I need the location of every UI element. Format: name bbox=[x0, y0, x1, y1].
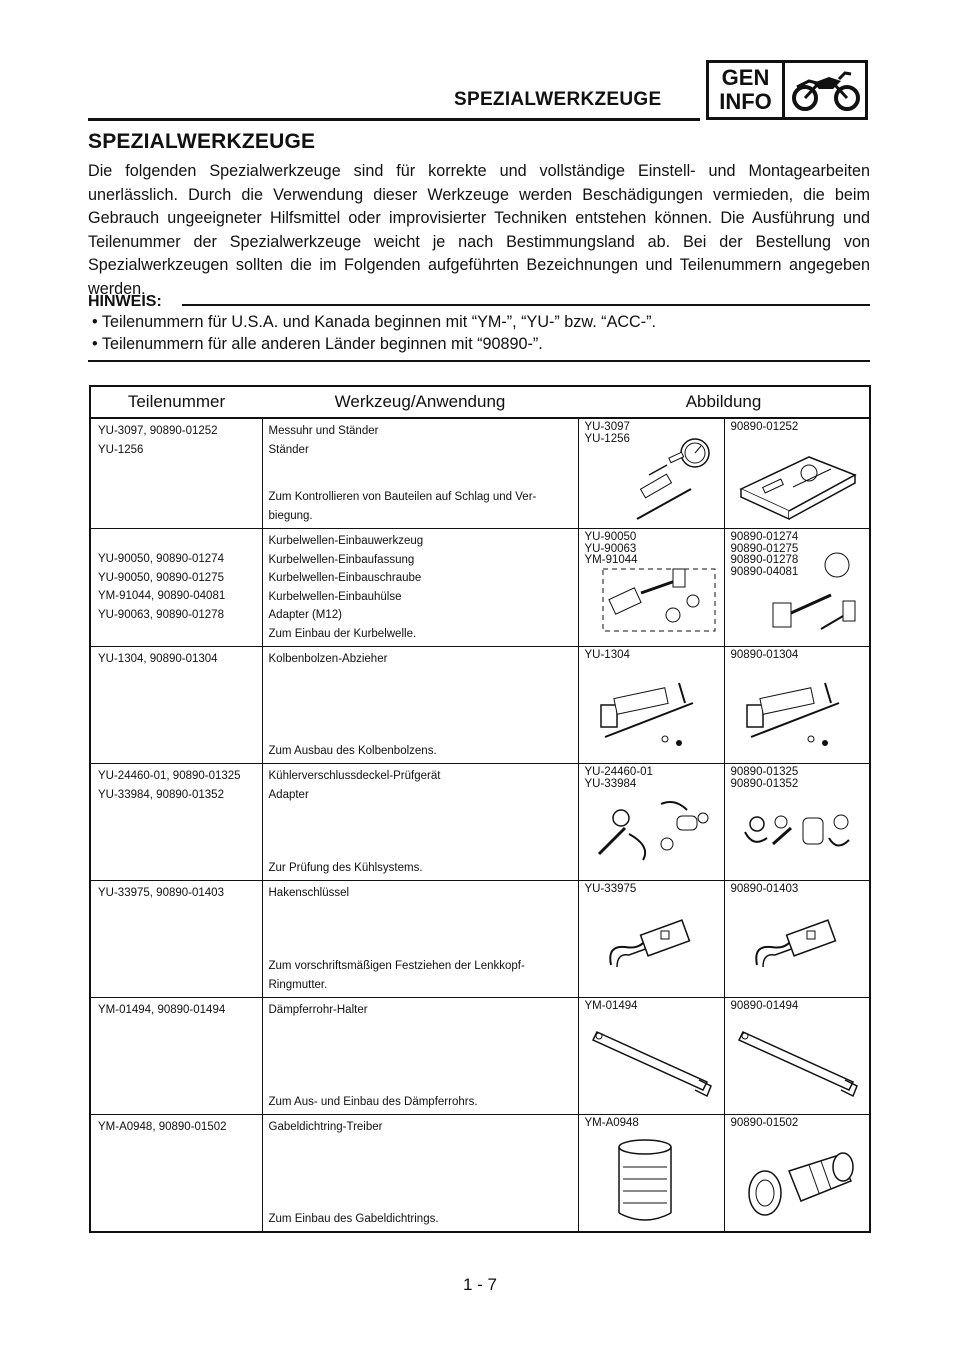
illustration-cell-us bbox=[578, 1115, 724, 1233]
tool-cell bbox=[262, 1115, 578, 1233]
note-title: HINWEIS: bbox=[88, 293, 162, 310]
part-number: YU-33984, 90890-01352 bbox=[98, 788, 224, 801]
illustration-label: 90890-01325 90890-01352 bbox=[730, 766, 799, 790]
illustration-cell-intl bbox=[724, 647, 870, 764]
col-header-illustration: Abbildung bbox=[578, 386, 870, 418]
tool-name: Ständer bbox=[268, 443, 309, 456]
illustration-cell-intl bbox=[724, 418, 870, 529]
tool-cell bbox=[262, 881, 578, 998]
tool-usage: Zum Einbau des Gabeldichtrings. bbox=[268, 1212, 439, 1225]
badge-line-1: GEN bbox=[721, 65, 770, 90]
note-box bbox=[88, 293, 870, 355]
hook-wrench-illustration bbox=[607, 917, 691, 973]
tool-case-illustration bbox=[735, 441, 861, 521]
table-row bbox=[90, 1115, 870, 1233]
gen-info-badge bbox=[706, 60, 868, 120]
illustration-label: 90890-01403 bbox=[730, 883, 799, 895]
illustration-cell-us bbox=[578, 529, 724, 647]
illustration-label: YU-33975 bbox=[584, 883, 637, 895]
tool-cell bbox=[262, 418, 578, 529]
radiator-cap-tester-illustration bbox=[591, 798, 715, 870]
piston-pin-puller-illustration bbox=[595, 677, 707, 753]
tool-name: Kurbelwellen-Einbauwerkzeug bbox=[268, 535, 424, 547]
illustration-label: 90890-01494 bbox=[730, 1000, 799, 1012]
fork-seal-driver-illustration bbox=[739, 1141, 859, 1221]
illustration-label: YU-1304 bbox=[584, 649, 630, 661]
dial-gauge-illustration bbox=[629, 437, 721, 527]
part-number: YU-1304, 90890-01304 bbox=[98, 653, 218, 665]
illustration-cell-intl bbox=[724, 998, 870, 1115]
tool-cell bbox=[262, 998, 578, 1115]
part-number-cell bbox=[90, 764, 262, 881]
tool-usage: Zum Kontrollieren von Bauteilen auf Schlag und Ver- bbox=[268, 491, 537, 503]
illustration-label: YU-3097 YU-1256 bbox=[584, 421, 630, 445]
part-number: YU-1256 bbox=[98, 443, 144, 456]
page-number: 1 - 7 bbox=[462, 1275, 498, 1294]
tool-usage: biegung. bbox=[268, 509, 313, 522]
special-tools-table bbox=[89, 385, 871, 1233]
tool-usage: Ringmutter. bbox=[268, 978, 328, 991]
note-title-rule bbox=[182, 304, 870, 306]
tool-name: Kurbelwellen-Einbauschraube bbox=[268, 572, 422, 584]
table-row bbox=[90, 418, 870, 529]
part-number-cell bbox=[90, 647, 262, 764]
badge-label bbox=[709, 63, 785, 117]
page-header bbox=[88, 56, 870, 122]
table-row bbox=[90, 764, 870, 881]
illustration-cell-intl bbox=[724, 529, 870, 647]
part-number-cell bbox=[90, 1115, 262, 1233]
page-title: SPEZIALWERKZEUGE bbox=[88, 130, 316, 153]
part-number: YU-90063, 90890-01278 bbox=[98, 608, 224, 621]
tool-name: Dämpferrohr-Halter bbox=[268, 1004, 368, 1016]
tool-cell bbox=[262, 764, 578, 881]
damper-rod-holder-illustration bbox=[737, 1024, 861, 1102]
illustration-label: 90890-01252 bbox=[730, 421, 799, 433]
illustration-cell-intl bbox=[724, 881, 870, 998]
illustration-cell-us bbox=[578, 647, 724, 764]
note-bottom-rule bbox=[88, 360, 870, 362]
illustration-cell-us bbox=[578, 998, 724, 1115]
tool-usage: Zum vorschriftsmäßigen Festziehen der Lenkkopf- bbox=[268, 960, 525, 972]
part-number-cell bbox=[90, 998, 262, 1115]
radiator-cap-tester-illustration bbox=[737, 798, 861, 870]
tool-name: Gabeldichtring-Treiber bbox=[268, 1121, 383, 1133]
motorcycle-icon bbox=[789, 65, 863, 115]
part-number: YU-3097, 90890-01252 bbox=[98, 425, 218, 437]
table-row bbox=[90, 998, 870, 1115]
illustration-label: YM-01494 bbox=[584, 1000, 638, 1012]
tool-name: Kühlerverschlussdeckel-Prüfgerät bbox=[268, 770, 441, 782]
header-rule bbox=[88, 118, 700, 121]
tool-usage: Zum Einbau der Kurbelwelle. bbox=[268, 627, 417, 640]
hook-wrench-illustration bbox=[753, 917, 837, 973]
illustration-label: YU-24460-01 YU-33984 bbox=[584, 766, 653, 790]
fork-seal-driver-illustration bbox=[613, 1137, 677, 1223]
table-row bbox=[90, 647, 870, 764]
tool-name: Kurbelwellen-Einbauhülse bbox=[268, 590, 402, 603]
part-number-cell bbox=[90, 881, 262, 998]
crankshaft-installer-illustration bbox=[765, 551, 865, 635]
tool-name: Adapter (M12) bbox=[268, 609, 343, 621]
damper-rod-holder-illustration bbox=[591, 1024, 715, 1102]
tool-name: Kolbenbolzen-Abzieher bbox=[268, 653, 388, 665]
illustration-label: 90890-01304 bbox=[730, 649, 799, 661]
crankshaft-installer-illustration bbox=[601, 567, 719, 635]
illustration-label: YU-90050 YU-90063 YM-91044 bbox=[584, 531, 638, 566]
col-header-tool: Werkzeug/Anwendung bbox=[262, 386, 578, 418]
tool-usage: Zur Prüfung des Kühlsystems. bbox=[268, 861, 423, 874]
illustration-cell-intl bbox=[724, 764, 870, 881]
illustration-cell-us bbox=[578, 764, 724, 881]
part-number: YU-90050, 90890-01274 bbox=[98, 553, 224, 565]
part-number: YU-33975, 90890-01403 bbox=[98, 887, 224, 899]
illustration-label: 90890-01274 90890-01275 90890-01278 90890-04081 bbox=[730, 531, 799, 578]
tool-usage: Zum Ausbau des Kolbenbolzens. bbox=[268, 744, 437, 757]
tool-usage: Zum Aus- und Einbau des Dämpferrohrs. bbox=[268, 1095, 478, 1108]
note-item: • Teilenummern für U.S.A. und Kanada beginnen mit “YM-”, “YU-” bzw. “ACC-”. bbox=[92, 313, 657, 331]
part-number-cell bbox=[90, 529, 262, 647]
piston-pin-puller-illustration bbox=[741, 677, 853, 753]
table-row bbox=[90, 881, 870, 998]
illustration-cell-us bbox=[578, 881, 724, 998]
part-number: YM-01494, 90890-01494 bbox=[98, 1004, 226, 1016]
tool-cell bbox=[262, 647, 578, 764]
part-number: YU-90050, 90890-01275 bbox=[98, 571, 224, 584]
illustration-cell-intl bbox=[724, 1115, 870, 1233]
tool-name: Kurbelwellen-Einbaufassung bbox=[268, 553, 415, 566]
table-header-row bbox=[90, 386, 870, 418]
tool-name: Adapter bbox=[268, 788, 309, 801]
part-number: YU-24460-01, 90890-01325 bbox=[98, 770, 241, 782]
section-title: SPEZIALWERKZEUGE bbox=[454, 89, 662, 110]
intro-paragraph: Die folgenden Spezialwerkzeuge sind für korrekte und vollständige Einstell- und Montagearbeiten unerlässlich. Durch die Verwendung dieser Werkzeuge werden Beschädigungen vermieden, die beim Gebrauch ungeeigneter Hilfsmittel oder improvisierter Techniken entstehen können. Die Ausführung und Teilenummer der Spezialwerkzeuge weicht je nach Bestimmungsland ab. Bei der Bestellung von Spezialwerkzeugen sollten die im Folgenden aufgeführten Bezeichnungen und Teilenummern angegeben werden. bbox=[88, 162, 870, 298]
illustration-label: 90890-01502 bbox=[730, 1117, 799, 1129]
illustration-label: YM-A0948 bbox=[584, 1117, 639, 1129]
note-item: • Teilenummern für alle anderen Länder beginnen mit “90890-”. bbox=[92, 335, 543, 353]
part-number: YM-A0948, 90890-01502 bbox=[98, 1121, 227, 1133]
table-row bbox=[90, 529, 870, 647]
part-number-cell bbox=[90, 418, 262, 529]
tool-name: Hakenschlüssel bbox=[268, 887, 350, 899]
tool-name: Messuhr und Ständer bbox=[268, 425, 379, 437]
col-header-part-number: Teilenummer bbox=[90, 386, 262, 418]
tool-cell bbox=[262, 529, 578, 647]
part-number: YM-91044, 90890-04081 bbox=[98, 590, 226, 602]
badge-line-2: INFO bbox=[719, 89, 772, 114]
illustration-cell-us bbox=[578, 418, 724, 529]
